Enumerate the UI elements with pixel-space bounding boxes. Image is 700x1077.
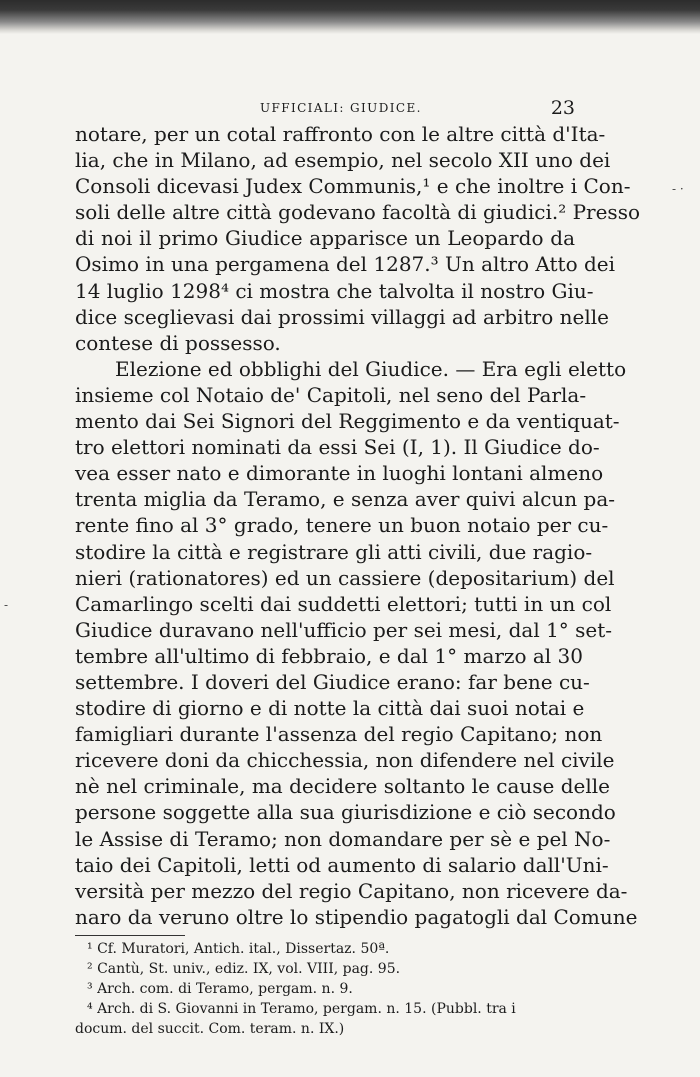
- text-line: notare, per un cotal raffronto con le altre città d'Ita-: [75, 122, 606, 146]
- text-line: contese di possesso.: [75, 330, 281, 355]
- text-line: stodire la città e registrare gli atti civili, due ragio-: [75, 539, 593, 564]
- footnote: ¹ Cf. Muratori, Antich. ital., Dissertaz. 50ª.: [87, 941, 390, 957]
- text-line: trenta miglia da Teramo, e senza aver quivi alcun pa-: [75, 487, 616, 512]
- text-line: naro da veruno oltre lo stipendio pagatogli dal Comune: [75, 904, 638, 929]
- text-line: taio dei Capitoli, letti od aumento di salario dall'Uni-: [75, 852, 609, 877]
- text-line: di noi il primo Giudice apparisce un Leopardo da: [75, 226, 575, 251]
- text-line: Osimo in una pergamena del 1287.³ Un altro Atto dei: [75, 252, 616, 277]
- text-line: nieri (rationatores) ed un cassiere (depositarium) del: [75, 565, 615, 590]
- text-line: nè nel criminale, ma decidere soltanto le cause delle: [75, 774, 610, 799]
- footnote: ⁴ Arch. di S. Giovanni in Teramo, pergam. n. 15. (Pubbl. tra i: [87, 1001, 516, 1018]
- text-line: Consoli dicevasi Judex Communis,¹ e che inoltre i Con-: [75, 174, 631, 199]
- section-heading-line: Elezione ed obblighi del Giudice. — Era egli eletto: [115, 356, 627, 381]
- text-line: dice sceglievasi dai prossimi villaggi ad arbitro nelle: [75, 304, 609, 329]
- text-line: stodire di giorno e di notte la città dai suoi notai e: [75, 696, 585, 721]
- page-number: 23: [550, 97, 575, 119]
- text-line: vea esser nato e dimorante in luoghi lontani almeno: [75, 461, 604, 486]
- text-line: rente fino al 3° grado, tenere un buon notaio per cu-: [75, 513, 609, 538]
- margin-mark: -: [4, 598, 9, 612]
- text-line: settembre. I doveri del Giudice erano: far bene cu-: [75, 669, 590, 694]
- page-header: [75, 97, 575, 121]
- text-line: tembre all'ultimo di febbraio, e dal 1° marzo al 30: [75, 643, 583, 668]
- body-text: [75, 121, 640, 930]
- running-head: UFFICIALI: GIUDICE.: [260, 101, 422, 115]
- text-line: insieme col Notaio de' Capitoli, nel seno del Parla-: [75, 382, 587, 407]
- text-line: Camarlingo scelti dai suddetti elettori; tutti in un col: [75, 591, 612, 616]
- text-line: famigliari durante l'assenza del regio Capitano; non: [75, 722, 603, 747]
- scan-edge: [0, 0, 700, 34]
- text-line: Giudice duravano nell'ufficio per sei mesi, dal 1° set-: [75, 617, 613, 642]
- text-line: mento dai Sei Signori del Reggimento e da ventiquat-: [75, 409, 620, 434]
- text-line: versità per mezzo del regio Capitano, non ricevere da-: [75, 878, 628, 903]
- text-line: lia, che in Milano, ad esempio, nel secolo XII uno dei: [75, 148, 611, 173]
- text-line: 14 luglio 1298⁴ ci mostra che talvolta il nostro Giu-: [75, 278, 594, 303]
- footnote-continuation: docum. del succit. Com. teram. n. IX.): [75, 1021, 345, 1038]
- text-line: tro elettori nominati da essi Sei (I, 1). Il Giudice do-: [75, 435, 600, 460]
- text-line: le Assise di Teramo; non domandare per sè e pel No-: [75, 826, 611, 851]
- footnote: ³ Arch. com. di Teramo, pergam. n. 9.: [87, 981, 353, 998]
- text-line: persone soggette alla sua giurisdizione e ciò secondo: [75, 800, 616, 825]
- margin-mark: - ·: [672, 182, 684, 196]
- text-line: ricevere doni da chicchessia, non difendere nel civile: [75, 748, 615, 773]
- footnote-rule: [75, 935, 185, 936]
- text-line: soli delle altre città godevano facoltà di giudici.² Presso: [75, 200, 640, 225]
- footnotes: [75, 939, 575, 1039]
- footnote: ² Cantù, St. univ., ediz. IX, vol. VIII, pag. 95.: [87, 961, 401, 978]
